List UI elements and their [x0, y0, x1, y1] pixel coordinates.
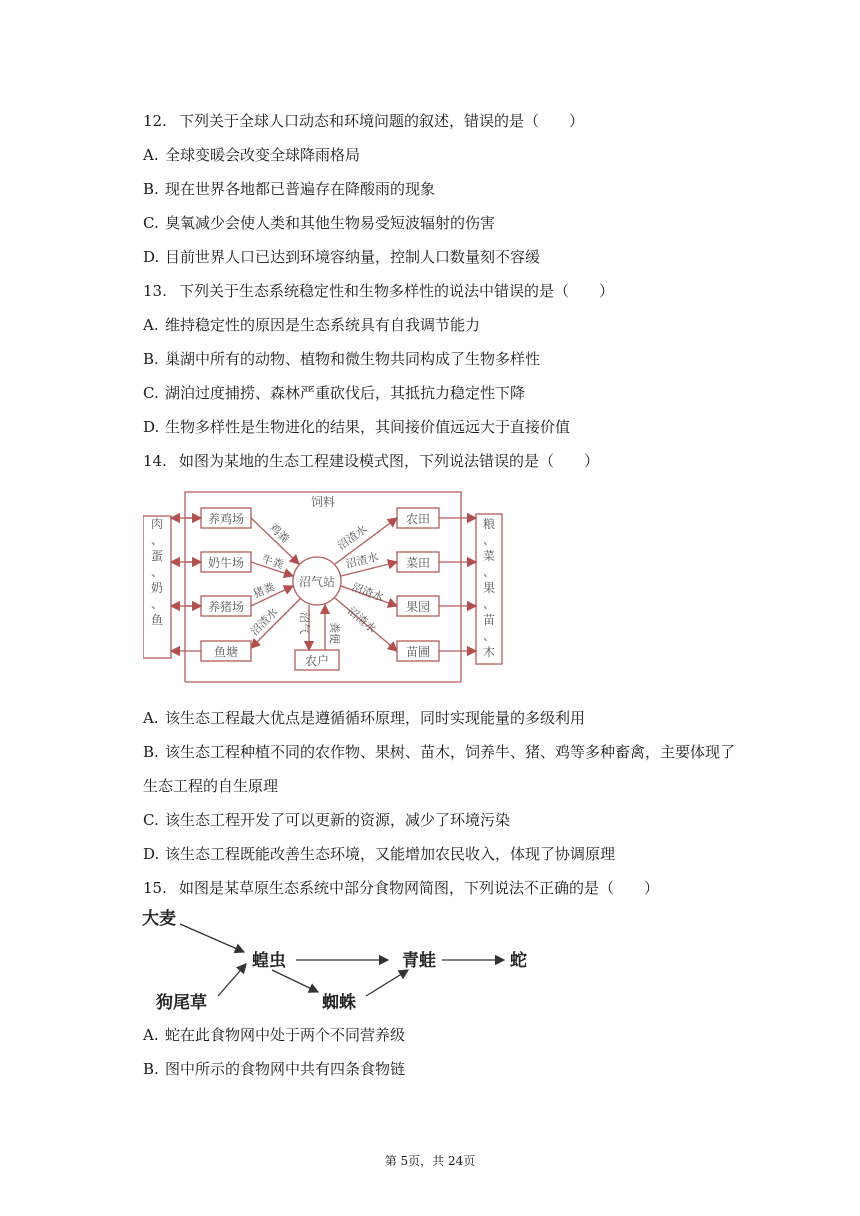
right-box-char-6: 、 [482, 597, 496, 611]
option-text: 该生态工程最大优点是遵循循环原理，同时实现能量的多级利用 [165, 709, 586, 727]
q12-number: 12. [143, 112, 167, 130]
arrow-label-chicken-manure: 鸡粪 [266, 520, 292, 546]
option-label: C. [143, 384, 159, 402]
right-box-char-5: 果 [482, 581, 496, 595]
arrow-label-cow-manure: 牛粪 [260, 552, 286, 572]
node-locust: 蝗虫 [252, 951, 286, 971]
right-box-char-4: 、 [482, 565, 496, 579]
left-box-char-1: 肉 [150, 517, 164, 531]
q13-option-b [143, 349, 540, 369]
edge-foxtail-locust [218, 964, 246, 996]
option-label: C. [143, 214, 159, 232]
option-text: 现在世界各地都已普遍存在降酸雨的现象 [165, 180, 436, 198]
q14-option-c [143, 810, 510, 830]
left-box-char-2: 、 [150, 533, 164, 547]
option-label: A. [143, 146, 159, 164]
node-frog: 青蛙 [402, 951, 436, 971]
food-web-diagram [140, 904, 540, 1016]
q12-option-d [143, 247, 540, 267]
right-box-char-8: 、 [482, 629, 496, 643]
q15-stem-text: 如图是某草原生态系统中部分食物网简图，下列说法不正确的是（ ） [179, 879, 660, 897]
q15-stem [143, 878, 659, 898]
option-text: 臭氧减少会使人类和其他生物易受短波辐射的伤害 [165, 214, 496, 232]
option-label: A. [143, 709, 159, 727]
q12-stem-text: 下列关于全球人口动态和环境问题的叙述，错误的是（ ） [179, 112, 585, 130]
feed-label: 饲料 [310, 495, 336, 509]
arrow-label-slurry-orchard: 沼渣水 [349, 580, 386, 605]
left-box-char-7: 鱼 [150, 613, 164, 627]
left-box-char-6: 、 [150, 597, 164, 611]
node-snake: 蛇 [510, 951, 527, 971]
option-label: B. [143, 1060, 159, 1078]
q13-number: 13. [143, 282, 167, 300]
option-label: B. [143, 180, 159, 198]
option-text: 该生态工程开发了可以更新的资源，减少了环境污染 [165, 811, 511, 829]
q14-option-b [143, 742, 735, 762]
option-text: 全球变暖会改变全球降雨格局 [165, 146, 361, 164]
option-text: 该生态工程种植不同的农作物、果树、苗木，饲养牛、猪、鸡等多种畜禽，主要体现了 [165, 743, 736, 761]
arrow-label-biogas: 沼气 [298, 612, 311, 634]
eco-engineering-diagram [143, 486, 503, 688]
option-text: 维持稳定性的原因是生态系统具有自我调节能力 [165, 316, 481, 334]
field-label-farmland: 农田 [405, 512, 431, 526]
option-text: 巢湖中所有的动物、植物和微生物共同构成了生物多样性 [165, 350, 541, 368]
farm-label-chicken: 养鸡场 [207, 512, 245, 526]
node-spider: 蜘蛛 [322, 993, 356, 1013]
option-text: 生物多样性是生物进化的结果，其间接价值远远大于直接价值 [165, 418, 571, 436]
option-label: A. [143, 316, 159, 334]
q14-option-d [143, 844, 615, 864]
node-foxtail: 狗尾草 [156, 993, 207, 1013]
node-barley: 大麦 [142, 909, 176, 929]
arrow-label-pond-slurry: 沼渣水 [247, 605, 281, 639]
q13-stem [143, 281, 614, 301]
field-label-orchard: 果园 [405, 600, 431, 614]
household-label: 农户 [304, 654, 330, 668]
q15-option-b [143, 1059, 405, 1079]
q15-number: 15. [143, 879, 167, 897]
arrow-label-pig-manure: 猪粪 [251, 580, 277, 601]
q13-option-c [143, 383, 525, 403]
right-box-char-2: 、 [482, 533, 496, 547]
option-text: 蛇在此食物网中处于两个不同营养级 [165, 1026, 406, 1044]
option-text: 生态工程的自生原理 [143, 777, 279, 795]
option-label: C. [143, 811, 159, 829]
q15-option-a [143, 1025, 405, 1045]
arrow-label-feces: 粪便 [328, 622, 341, 644]
field-label-nursery: 苗圃 [405, 645, 431, 659]
option-label: D. [143, 845, 160, 863]
q14-option-a [143, 708, 585, 728]
left-box-char-4: 、 [150, 565, 164, 579]
option-label: B. [143, 743, 159, 761]
right-box-char-1: 粮 [482, 517, 496, 531]
left-box-char-3: 蛋 [150, 549, 164, 563]
option-label: D. [143, 418, 160, 436]
farm-label-fishpond: 鱼塘 [213, 645, 239, 659]
q13-option-a [143, 315, 480, 335]
edge-locust-spider [272, 970, 318, 992]
option-text: 图中所示的食物网中共有四条食物链 [165, 1060, 406, 1078]
right-box-char-7: 苗 [482, 613, 496, 627]
q14-number: 14. [143, 452, 167, 470]
option-text: 湖泊过度捕捞、森林严重砍伐后，其抵抗力稳定性下降 [165, 384, 526, 402]
farm-label-pig: 养猪场 [207, 600, 245, 614]
q14-option-b-continued [143, 776, 278, 796]
q12-option-a [143, 145, 360, 165]
arrow-label-slurry-nursery: 沼渣水 [345, 604, 379, 636]
option-label: A. [143, 1026, 159, 1044]
q14-stem-text: 如图为某地的生态工程建设模式图，下列说法错误的是（ ） [179, 452, 600, 470]
q13-option-d [143, 417, 570, 437]
page-footer: 第 5页，共 24页 [384, 1154, 476, 1168]
option-text: 目前世界人口已达到环境容纳量，控制人口数量刻不容缓 [165, 248, 541, 266]
center-label: 沼气站 [298, 575, 336, 589]
right-box-char-3: 菜 [482, 549, 496, 563]
farm-label-dairy: 奶牛场 [207, 556, 245, 570]
q14-stem [143, 451, 599, 471]
arrow-label-slurry-farmland: 沼渣水 [335, 522, 370, 553]
arrow-label-slurry-vegetable: 沼渣水 [344, 550, 380, 571]
option-text: 该生态工程既能改善生态环境，又能增加农民收入，体现了协调原理 [165, 845, 616, 863]
field-label-vegetable: 菜田 [405, 556, 431, 570]
q12-option-b [143, 179, 435, 199]
left-box-char-5: 奶 [150, 581, 164, 595]
option-label: B. [143, 350, 159, 368]
q12-option-c [143, 213, 495, 233]
edge-barley-locust [180, 924, 244, 952]
q12-stem [143, 111, 584, 131]
q13-stem-text: 下列关于生态系统稳定性和生物多样性的说法中错误的是（ ） [179, 282, 615, 300]
right-box-char-9: 木 [482, 645, 496, 659]
edge-spider-frog [366, 970, 408, 996]
option-label: D. [143, 248, 160, 266]
